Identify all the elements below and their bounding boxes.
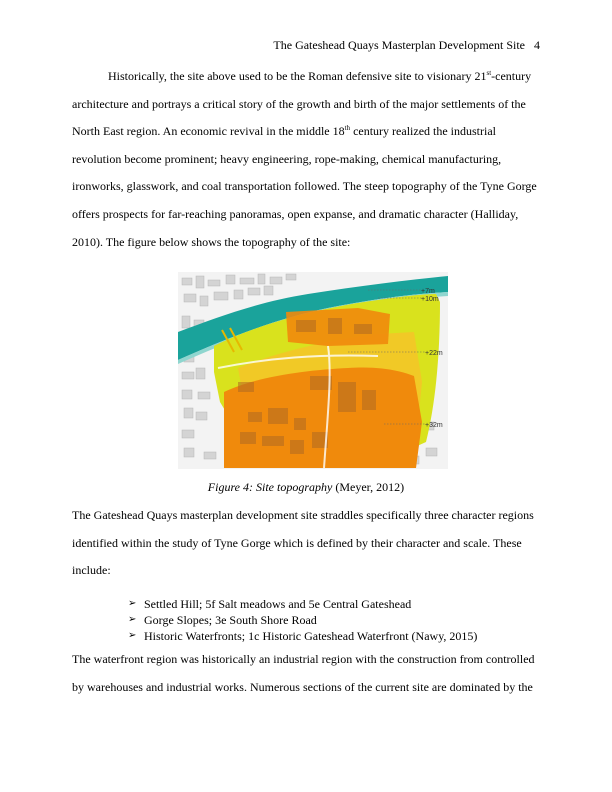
elevation-label-32m: +32m	[425, 422, 443, 429]
superscript-st: st	[486, 69, 492, 77]
arrow-bullet-icon: ➢	[128, 630, 137, 641]
paragraph-waterfront: The waterfront region was historically an industrial region with the construction from controlled by warehouses and industrial works. Numerous sections of the current site are dominated by the	[72, 652, 535, 694]
elevation-label-22m: +22m	[425, 350, 443, 357]
figure-caption	[72, 480, 540, 494]
page-number: 4	[534, 38, 540, 52]
caption-label: Figure 4: Site topography	[207, 480, 333, 494]
paragraph-regions: The Gateshead Quays masterplan development site straddles specifically three character regions identified within the study of Tyne Gorge which is defined by their character and scale. These include:	[72, 508, 534, 578]
running-header	[273, 38, 540, 52]
elevation-label-7m: +7m	[421, 288, 435, 295]
arrow-bullet-icon: ➢	[128, 598, 137, 609]
list-item: ➢ Gorge Slopes; 3e South Shore Road	[128, 613, 317, 627]
arrow-bullet-icon: ➢	[128, 614, 137, 625]
caption-citation: (Meyer, 2012)	[332, 480, 405, 494]
topography-map	[178, 272, 448, 469]
paragraph-history-text-3: century realized the industrial revolution become prominent; heavy engineering, rope-making, chemical manufacturing, ironworks, glasswork, and coal transportation followed. The steep topography of the Tyne Gorge offers prospects for far-reaching panoramas, open expanse, and dramatic character (Halliday, 2010). The figure below shows the topography of the site:	[72, 124, 537, 249]
regions-list	[128, 596, 477, 644]
list-item: ➢ Settled Hill; 5f Salt meadows and 5e Central Gateshead	[128, 597, 412, 611]
site-topography-figure	[178, 272, 448, 469]
list-item: ➢ Historic Waterfronts; 1c Historic Gateshead Waterfront (Nawy, 2015)	[128, 629, 478, 643]
header-title: The Gateshead Quays Masterplan Development Site	[273, 38, 525, 52]
elevation-label-10m: +10m	[421, 296, 439, 303]
paragraph-history	[72, 63, 540, 256]
paragraph-history-text-1: Historically, the site above used to be the Roman defensive site to visionary 21	[108, 69, 487, 83]
superscript-th: th	[344, 124, 351, 133]
paragraph-history-text-2: -century architecture and portrays a critical story of the growth and birth of the major settlements of the North East region. An economic revival in the middle 18	[72, 69, 532, 139]
